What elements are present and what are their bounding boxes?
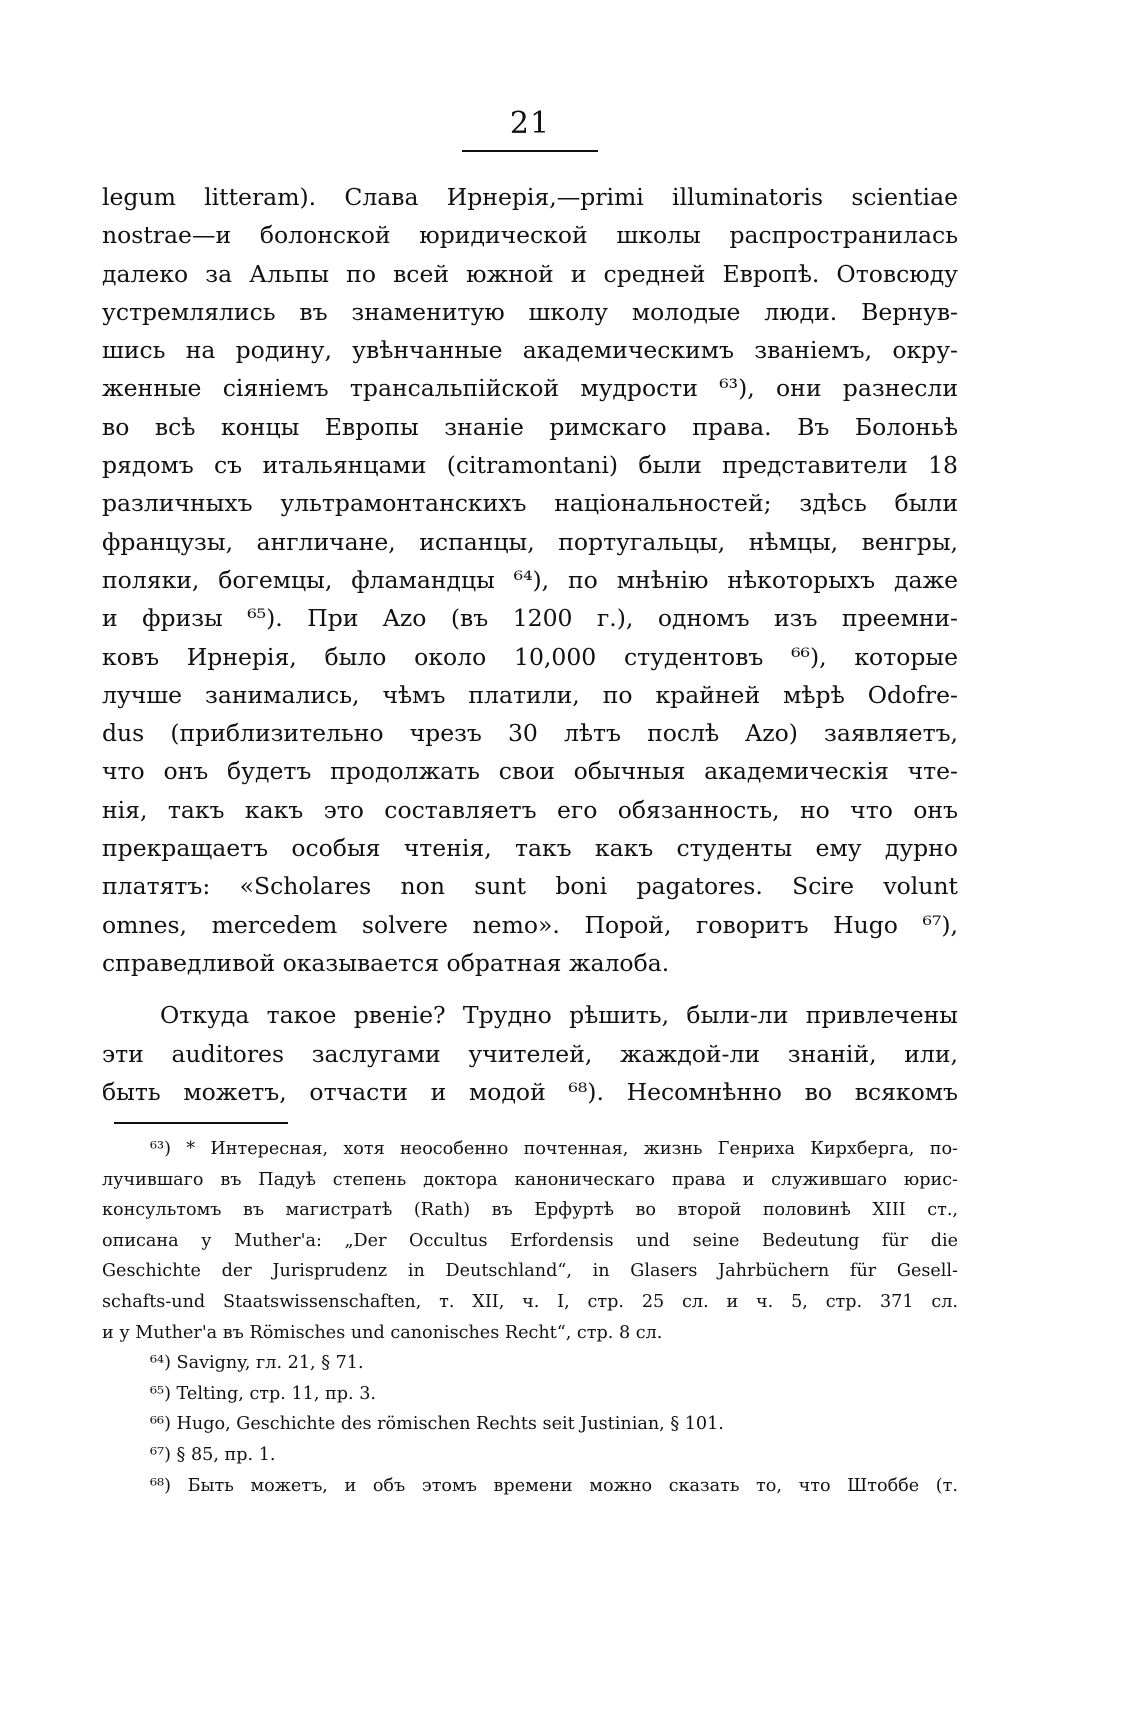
body-line: ковъ Ирнерія, было около 10,000 студентовъ ⁶⁶), которые <box>102 642 958 671</box>
body-line: во всѣ концы Европы знаніе римскаго права. Въ Болоньѣ <box>102 412 958 441</box>
body-line: поляки, богемцы, фламандцы ⁶⁴), по мнѣнію нѣкоторыхъ даже <box>102 565 958 594</box>
footnote-line: описана у Muther'а: „Der Occultus Erfordensis und seine Bedeutung für die <box>102 1230 958 1251</box>
footnote-line: ⁶⁸) Быть можетъ, и объ этомъ времени можно сказать то, что Штоббе (т. <box>150 1475 958 1496</box>
footnote-line: Geschichte der Jurisprudenz in Deutschland“, in Glasers Jahrbüchern für Gesell- <box>102 1261 958 1282</box>
body-line: шись на родину, увѣнчанные академическимъ званіемъ, окру- <box>102 336 958 365</box>
page-number: 21 <box>509 106 551 141</box>
body-line: эти auditores заслугами учителей, жаждой-ли знаній, или, <box>102 1039 958 1068</box>
footnotes <box>102 1134 958 1501</box>
body-line: справедливой оказывается обратная жалоба. <box>102 948 670 977</box>
footnote-line: ⁶⁶) Hugo, Geschichte des römischen Rechts seit Justinian, § 101. <box>150 1414 724 1435</box>
footnote-line: ⁶⁴) Savigny, гл. 21, § 71. <box>150 1353 364 1374</box>
body-line: nostrae—и болонской юридической школы распространилась <box>102 221 958 250</box>
body-line: omnes, mercedem solvere nemo». Порой, говоритъ Hugo ⁶⁷), <box>102 910 958 939</box>
page-number-rule <box>462 150 598 152</box>
footnotes-rule <box>114 1122 288 1124</box>
body-line: прекращаетъ особыя чтенія, такъ какъ студенты ему дурно <box>102 834 958 863</box>
body-line: лучше занимались, чѣмъ платили, по крайней мѣрѣ Odofre- <box>102 680 958 709</box>
body-line: legum litteram). Слава Ирнерія,—primi illuminatoris scientiae <box>102 183 958 211</box>
footnote-line: ⁶⁷) § 85, пр. 1. <box>150 1444 276 1465</box>
body-line: dus (приблизительно чрезъ 30 лѣтъ послѣ Azo) заявляетъ, <box>102 719 958 748</box>
main-text <box>102 178 958 1111</box>
body-line: далеко за Альпы по всей южной и средней Европѣ. Отовсюду <box>102 259 958 288</box>
body-line: платятъ: «Scholares non sunt boni pagatores. Scire volunt <box>102 872 958 901</box>
footnote-line: и у Muther'а въ Römisches und canonisches Recht“, стр. 8 сл. <box>102 1322 663 1343</box>
body-line: устремлялись въ знаменитую школу молодые люди. Вернув- <box>102 297 958 326</box>
body-line: французы, англичане, испанцы, португальцы, нѣмцы, венгры, <box>102 527 958 556</box>
body-line: быть можетъ, отчасти и модой ⁶⁸). Несомнѣнно во всякомъ <box>102 1077 958 1106</box>
body-line: что онъ будетъ продолжать свои обычныя академическія чте- <box>102 757 958 786</box>
footnote-line: ⁶³) * Интересная, хотя неособенно почтенная, жизнь Генриха Кирхберга, по- <box>150 1139 958 1159</box>
body-line: нія, такъ какъ это составляетъ его обязанность, но что онъ <box>102 795 958 824</box>
footnote-line: консультомъ въ магистратѣ (Rath) въ Ерфуртѣ во второй половинѣ XIII ст., <box>102 1200 958 1221</box>
body-line: и фризы ⁶⁵). При Azo (въ 1200 г.), одномъ изъ преемни- <box>102 604 958 633</box>
body-line: женные сіяніемъ трансальпійской мудрости ⁶³), они разнесли <box>102 374 958 403</box>
footnote-line: ⁶⁵) Telting, стр. 11, пр. 3. <box>150 1383 377 1404</box>
body-line: рядомъ съ итальянцами (citramontani) были представители 18 <box>102 451 958 480</box>
body-line: различныхъ ультрамонтанскихъ національностей; здѣсь были <box>102 489 958 518</box>
footnote-line: schafts-und Staatswissenschaften, т. XII, ч. I, стр. 25 сл. и ч. 5, стр. 371 сл. <box>102 1291 958 1312</box>
footnote-line: лучившаго въ Падуѣ степень доктора каноническаго права и служившаго юрис- <box>102 1169 958 1190</box>
paragraph-start-line: Откуда такое рвеніе? Трудно рѣшить, были-ли привлечены <box>160 1001 958 1030</box>
